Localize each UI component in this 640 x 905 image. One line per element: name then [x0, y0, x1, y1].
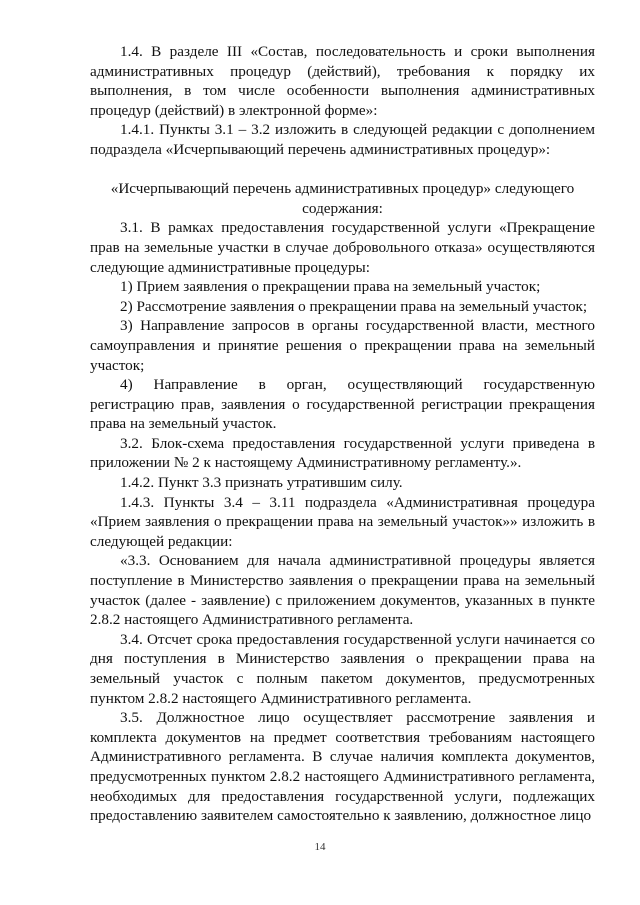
paragraph-1-4-3: 1.4.3. Пункты 3.4 – 3.11 подраздела «Административная процедура «Прием заявления о прекращении права на земельный участок»» изложить в следующей редакции: — [90, 493, 595, 550]
document-body — [90, 42, 595, 826]
paragraph-3-1: 3.1. В рамках предоставления государственной услуги «Прекращение прав на земельные участки в случае добровольного отказа» осуществляются следующие административные процедуры: — [90, 219, 595, 276]
list-item-3: 3) Направление запросов в органы государственной власти, местного самоуправления и принятие решения о прекращении права на земельный участок; — [90, 317, 595, 374]
page-number: 14 — [314, 841, 326, 853]
paragraph-3-3: «3.3. Основанием для начала административной процедуры является поступление в Министерство заявления о прекращении права на земельный участок (далее - заявление) с приложением документов, указанных в пункте 2.8.2 настоящего Административного регламента. — [90, 552, 595, 629]
list-item-1: 1) Прием заявления о прекращении права на земельный участок; — [120, 278, 541, 296]
paragraph-3-5: 3.5. Должностное лицо осуществляет рассмотрение заявления и комплекта документов на предмет соответствия требованиям настоящего Административного регламента. В случае наличия комплекта документов, предусмотренных пунктом 2.8.2 настоящего Административного регламента, необходимых для предоставления государственной услуги, подлежащих предоставлению заявителем самостоятельно к заявлению, должностное лицо — [90, 709, 595, 825]
list-item-4: 4) Направление в орган, осуществляющий государственную регистрацию прав, заявления о государственной регистрации прекращения права на земельный участок. — [90, 376, 595, 433]
paragraph-1-4-1: 1.4.1. Пункты 3.1 – 3.2 изложить в следующей редакции с дополнением подраздела «Исчерпывающий перечень административных процедур»: — [90, 121, 595, 158]
paragraph-1-4-2: 1.4.2. Пункт 3.3 признать утратившим силу. — [120, 474, 403, 492]
list-item-2: 2) Рассмотрение заявления о прекращении права на земельный участок; — [120, 297, 588, 315]
paragraph-3-4: 3.4. Отсчет срока предоставления государственной услуги начинается со дня поступления в Министерство заявления о прекращении права на земельный участок с полным пакетом документов, предусмотренных пунктом 2.8.2 настоящего Административного регламента. — [90, 630, 595, 707]
subsection-heading: «Исчерпывающий перечень административных процедур» следующего содержания: — [110, 180, 575, 217]
paragraph-3-2: 3.2. Блок-схема предоставления государственной услуги приведена в приложении № 2 к настоящему Административному регламенту.». — [90, 434, 595, 472]
paragraph-1-4: 1.4. В разделе III «Состав, последовательность и сроки выполнения административных процедур (действий), требования к порядку их выполнения, в том числе особенности выполнения административных процедур (действий) в электронной форме»: — [90, 43, 595, 119]
